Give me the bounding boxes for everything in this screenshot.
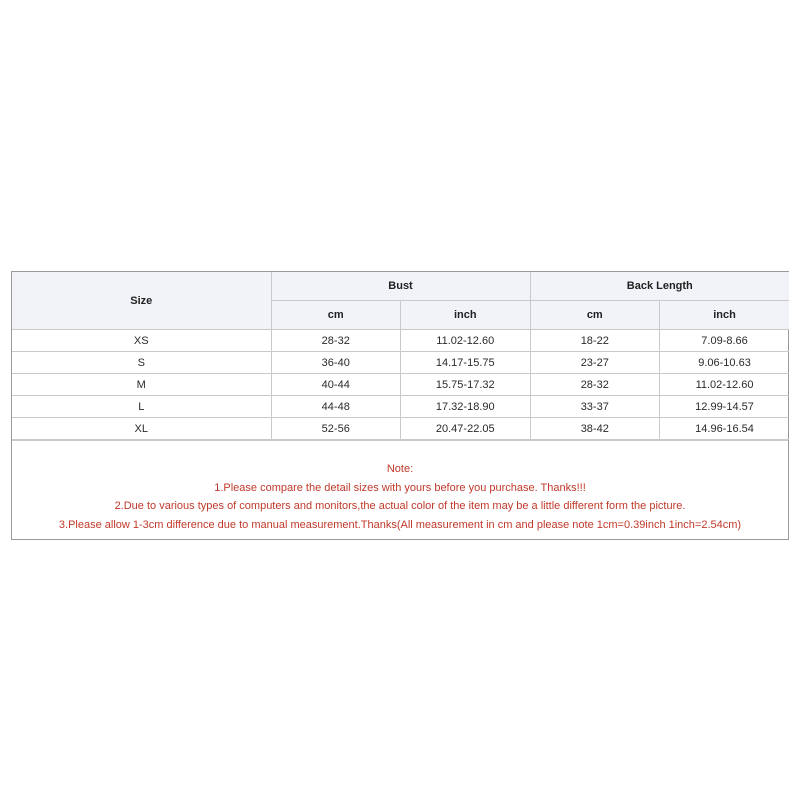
table-row [12, 352, 789, 374]
table-row [12, 330, 789, 352]
bust-cm-cell: 52-56 [271, 418, 401, 440]
table-row [12, 418, 789, 440]
back-length-inch-header: inch [660, 301, 790, 330]
bust-cm-header: cm [271, 301, 401, 330]
size-cell: L [12, 396, 271, 418]
size-cell: S [12, 352, 271, 374]
size-cell: M [12, 374, 271, 396]
note-line: 1.Please compare the detail sizes with yours before you purchase. Thanks!!! [214, 481, 586, 494]
bust-cm-cell: 28-32 [271, 330, 401, 352]
note-line: 2.Due to various types of computers and monitors,the actual color of the item may be a little different form the picture. [114, 500, 686, 512]
back-length-cm-cell: 28-32 [530, 374, 660, 396]
back-length-cm-cell: 38-42 [530, 418, 660, 440]
back-length-inch-cell: 12.99-14.57 [660, 396, 790, 418]
bust-cm-cell: 40-44 [271, 374, 401, 396]
note-section [12, 440, 788, 539]
back-length-inch-cell: 14.96-16.54 [660, 418, 790, 440]
size-chart [11, 271, 789, 540]
note-line: 3.Please allow 1-3cm difference due to manual measurement.Thanks(All measurement in cm and please note 1cm=0.39inch 1inch=2.54cm) [58, 518, 742, 531]
back-length-cm-cell: 33-37 [530, 396, 660, 418]
table-row [12, 374, 789, 396]
back-length-inch-cell: 11.02-12.60 [660, 374, 790, 396]
size-cell: XS [12, 330, 271, 352]
back-length-inch-cell: 9.06-10.63 [660, 352, 790, 374]
table-row [12, 396, 789, 418]
size-table [12, 272, 789, 440]
back-length-group-header: Back Length [530, 272, 789, 301]
bust-inch-cell: 14.17-15.75 [401, 352, 531, 374]
back-length-cm-cell: 18-22 [530, 330, 660, 352]
bust-inch-cell: 17.32-18.90 [401, 396, 531, 418]
bust-inch-cell: 15.75-17.32 [401, 374, 531, 396]
size-cell: XL [12, 418, 271, 440]
back-length-cm-header: cm [530, 301, 660, 330]
back-length-cm-cell: 23-27 [530, 352, 660, 374]
back-length-inch-cell: 7.09-8.66 [660, 330, 790, 352]
bust-inch-cell: 11.02-12.60 [401, 330, 531, 352]
bust-inch-header: inch [401, 301, 531, 330]
bust-group-header: Bust [271, 272, 530, 301]
size-column-header: Size [12, 272, 271, 330]
bust-cm-cell: 44-48 [271, 396, 401, 418]
note-title: Note: [386, 463, 414, 475]
bust-cm-cell: 36-40 [271, 352, 401, 374]
bust-inch-cell: 20.47-22.05 [401, 418, 531, 440]
